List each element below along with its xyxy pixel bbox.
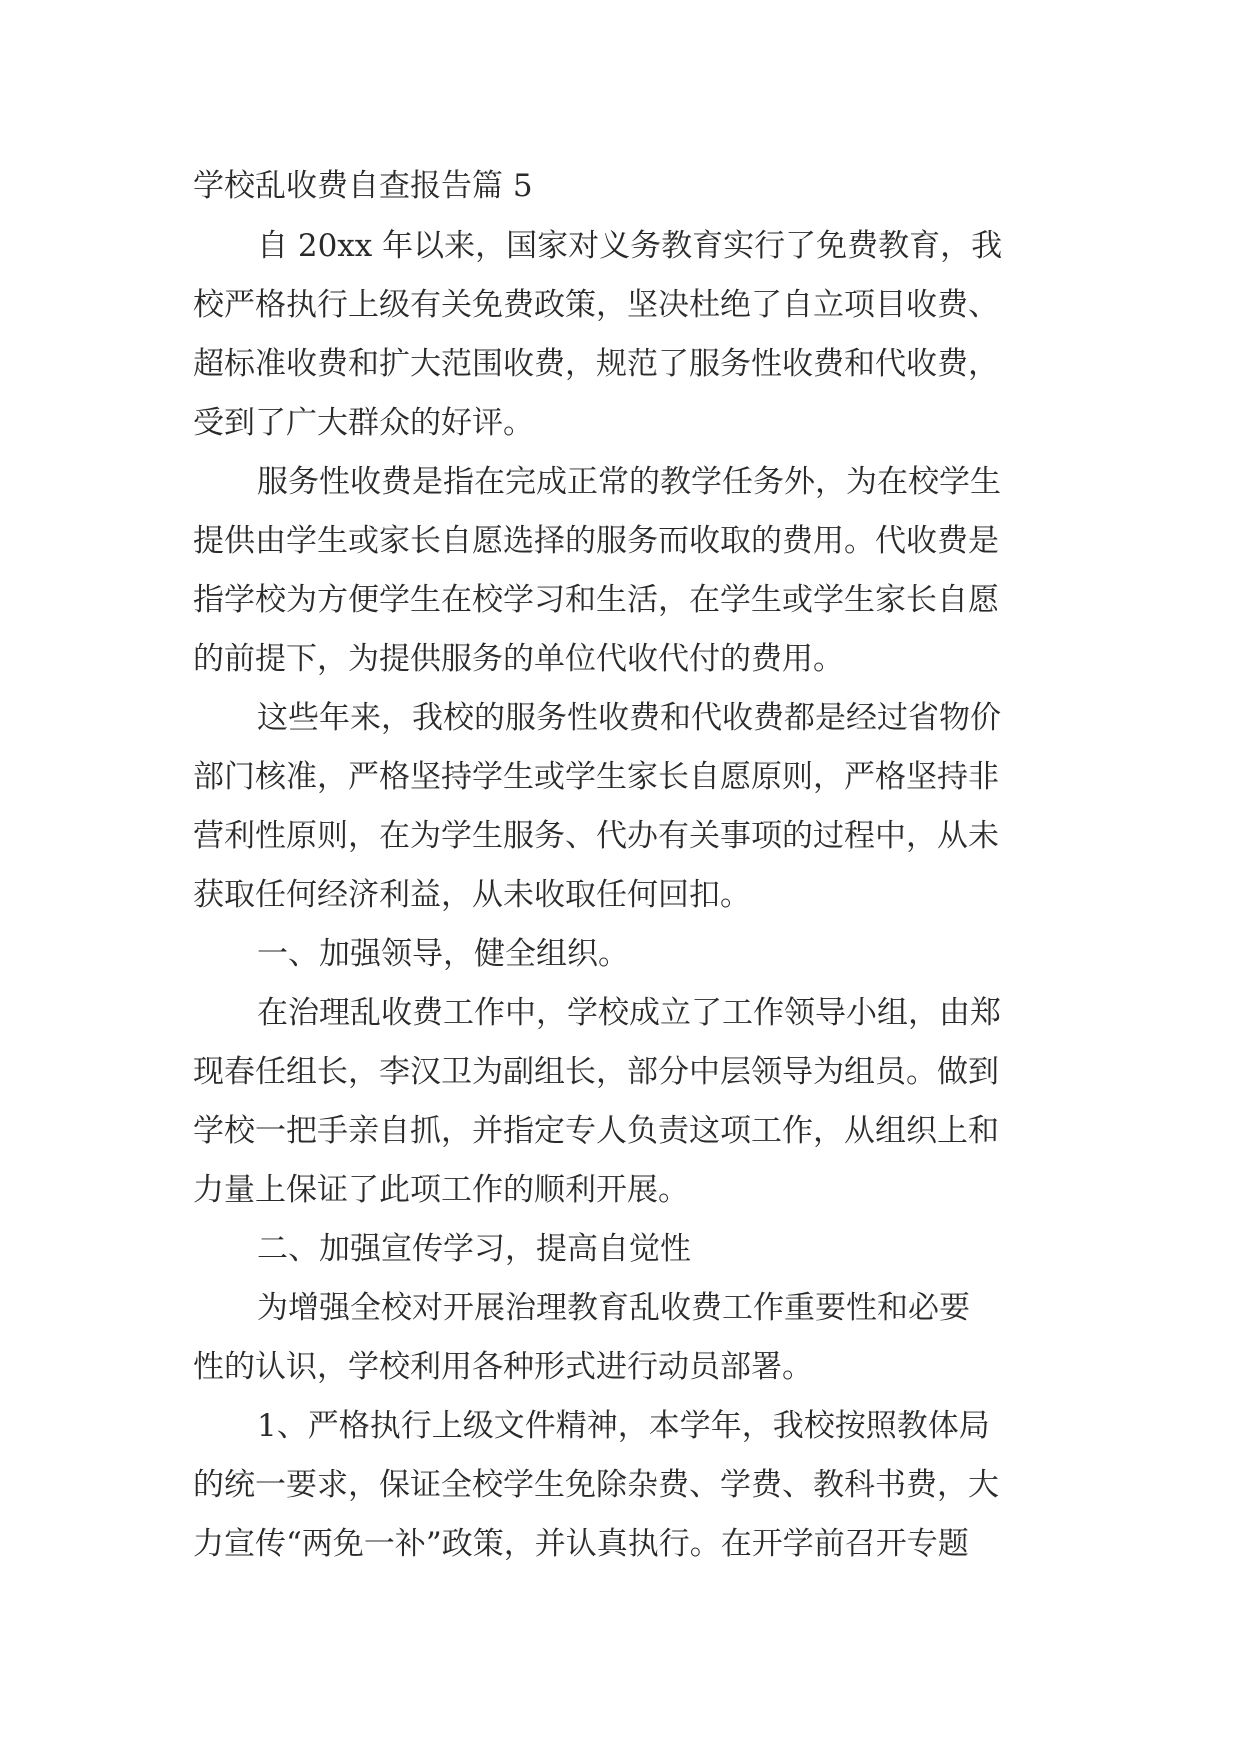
paragraph-line: 指学校为方便学生在校学习和生活，在学生或学生家长自愿 (193, 582, 999, 618)
paragraph-line: 性的认识，学校利用各种形式进行动员部署。 (193, 1349, 813, 1385)
paragraph-line: 提供由学生或家长自愿选择的服务而收取的费用。代收费是 (193, 523, 999, 559)
paragraph-line: 1、严格执行上级文件精神，本学年，我校按照教体局 (257, 1408, 990, 1444)
paragraph-line: 在治理乱收费工作中，学校成立了工作领导小组，由郑 (257, 995, 1001, 1031)
paragraph-line: 为增强全校对开展治理教育乱收费工作重要性和必要 (257, 1290, 970, 1326)
paragraph-line: 营利性原则，在为学生服务、代办有关事项的过程中，从未 (193, 818, 999, 854)
paragraph-line: 受到了广大群众的好评。 (193, 405, 534, 441)
paragraph-line: 部门核准，严格坚持学生或学生家长自愿原则，严格坚持非 (193, 759, 999, 795)
paragraph-line: 力量上保证了此项工作的顺利开展。 (193, 1172, 689, 1208)
document-title: 学校乱收费自查报告篇 5 (193, 168, 533, 204)
paragraph-line: 现春任组长，李汉卫为副组长，部分中层领导为组员。做到 (193, 1054, 999, 1090)
paragraph-line: 超标准收费和扩大范围收费，规范了服务性收费和代收费， (193, 346, 999, 382)
paragraph-line: 力宣传“两免一补”政策，并认真执行。在开学前召开专题 (193, 1526, 969, 1562)
paragraph-line: 的前提下，为提供服务的单位代收代付的费用。 (193, 641, 844, 677)
paragraph-line: 校严格执行上级有关免费政策，坚决杜绝了自立项目收费、 (193, 287, 999, 323)
paragraph-line: 学校一把手亲自抓，并指定专人负责这项工作，从组织上和 (193, 1113, 999, 1149)
paragraph-line: 这些年来，我校的服务性收费和代收费都是经过省物价 (257, 700, 1001, 736)
paragraph-line: 自 20xx 年以来，国家对义务教育实行了免费教育，我 (257, 228, 1003, 264)
section-heading: 二、加强宣传学习，提高自觉性 (257, 1231, 691, 1267)
paragraph-line: 的统一要求，保证全校学生免除杂费、学费、教科书费，大 (193, 1467, 999, 1503)
section-heading: 一、加强领导，健全组织。 (257, 936, 629, 972)
paragraph-line: 获取任何经济利益，从未收取任何回扣。 (193, 877, 751, 913)
paragraph-line: 服务性收费是指在完成正常的教学任务外，为在校学生 (257, 464, 1001, 500)
